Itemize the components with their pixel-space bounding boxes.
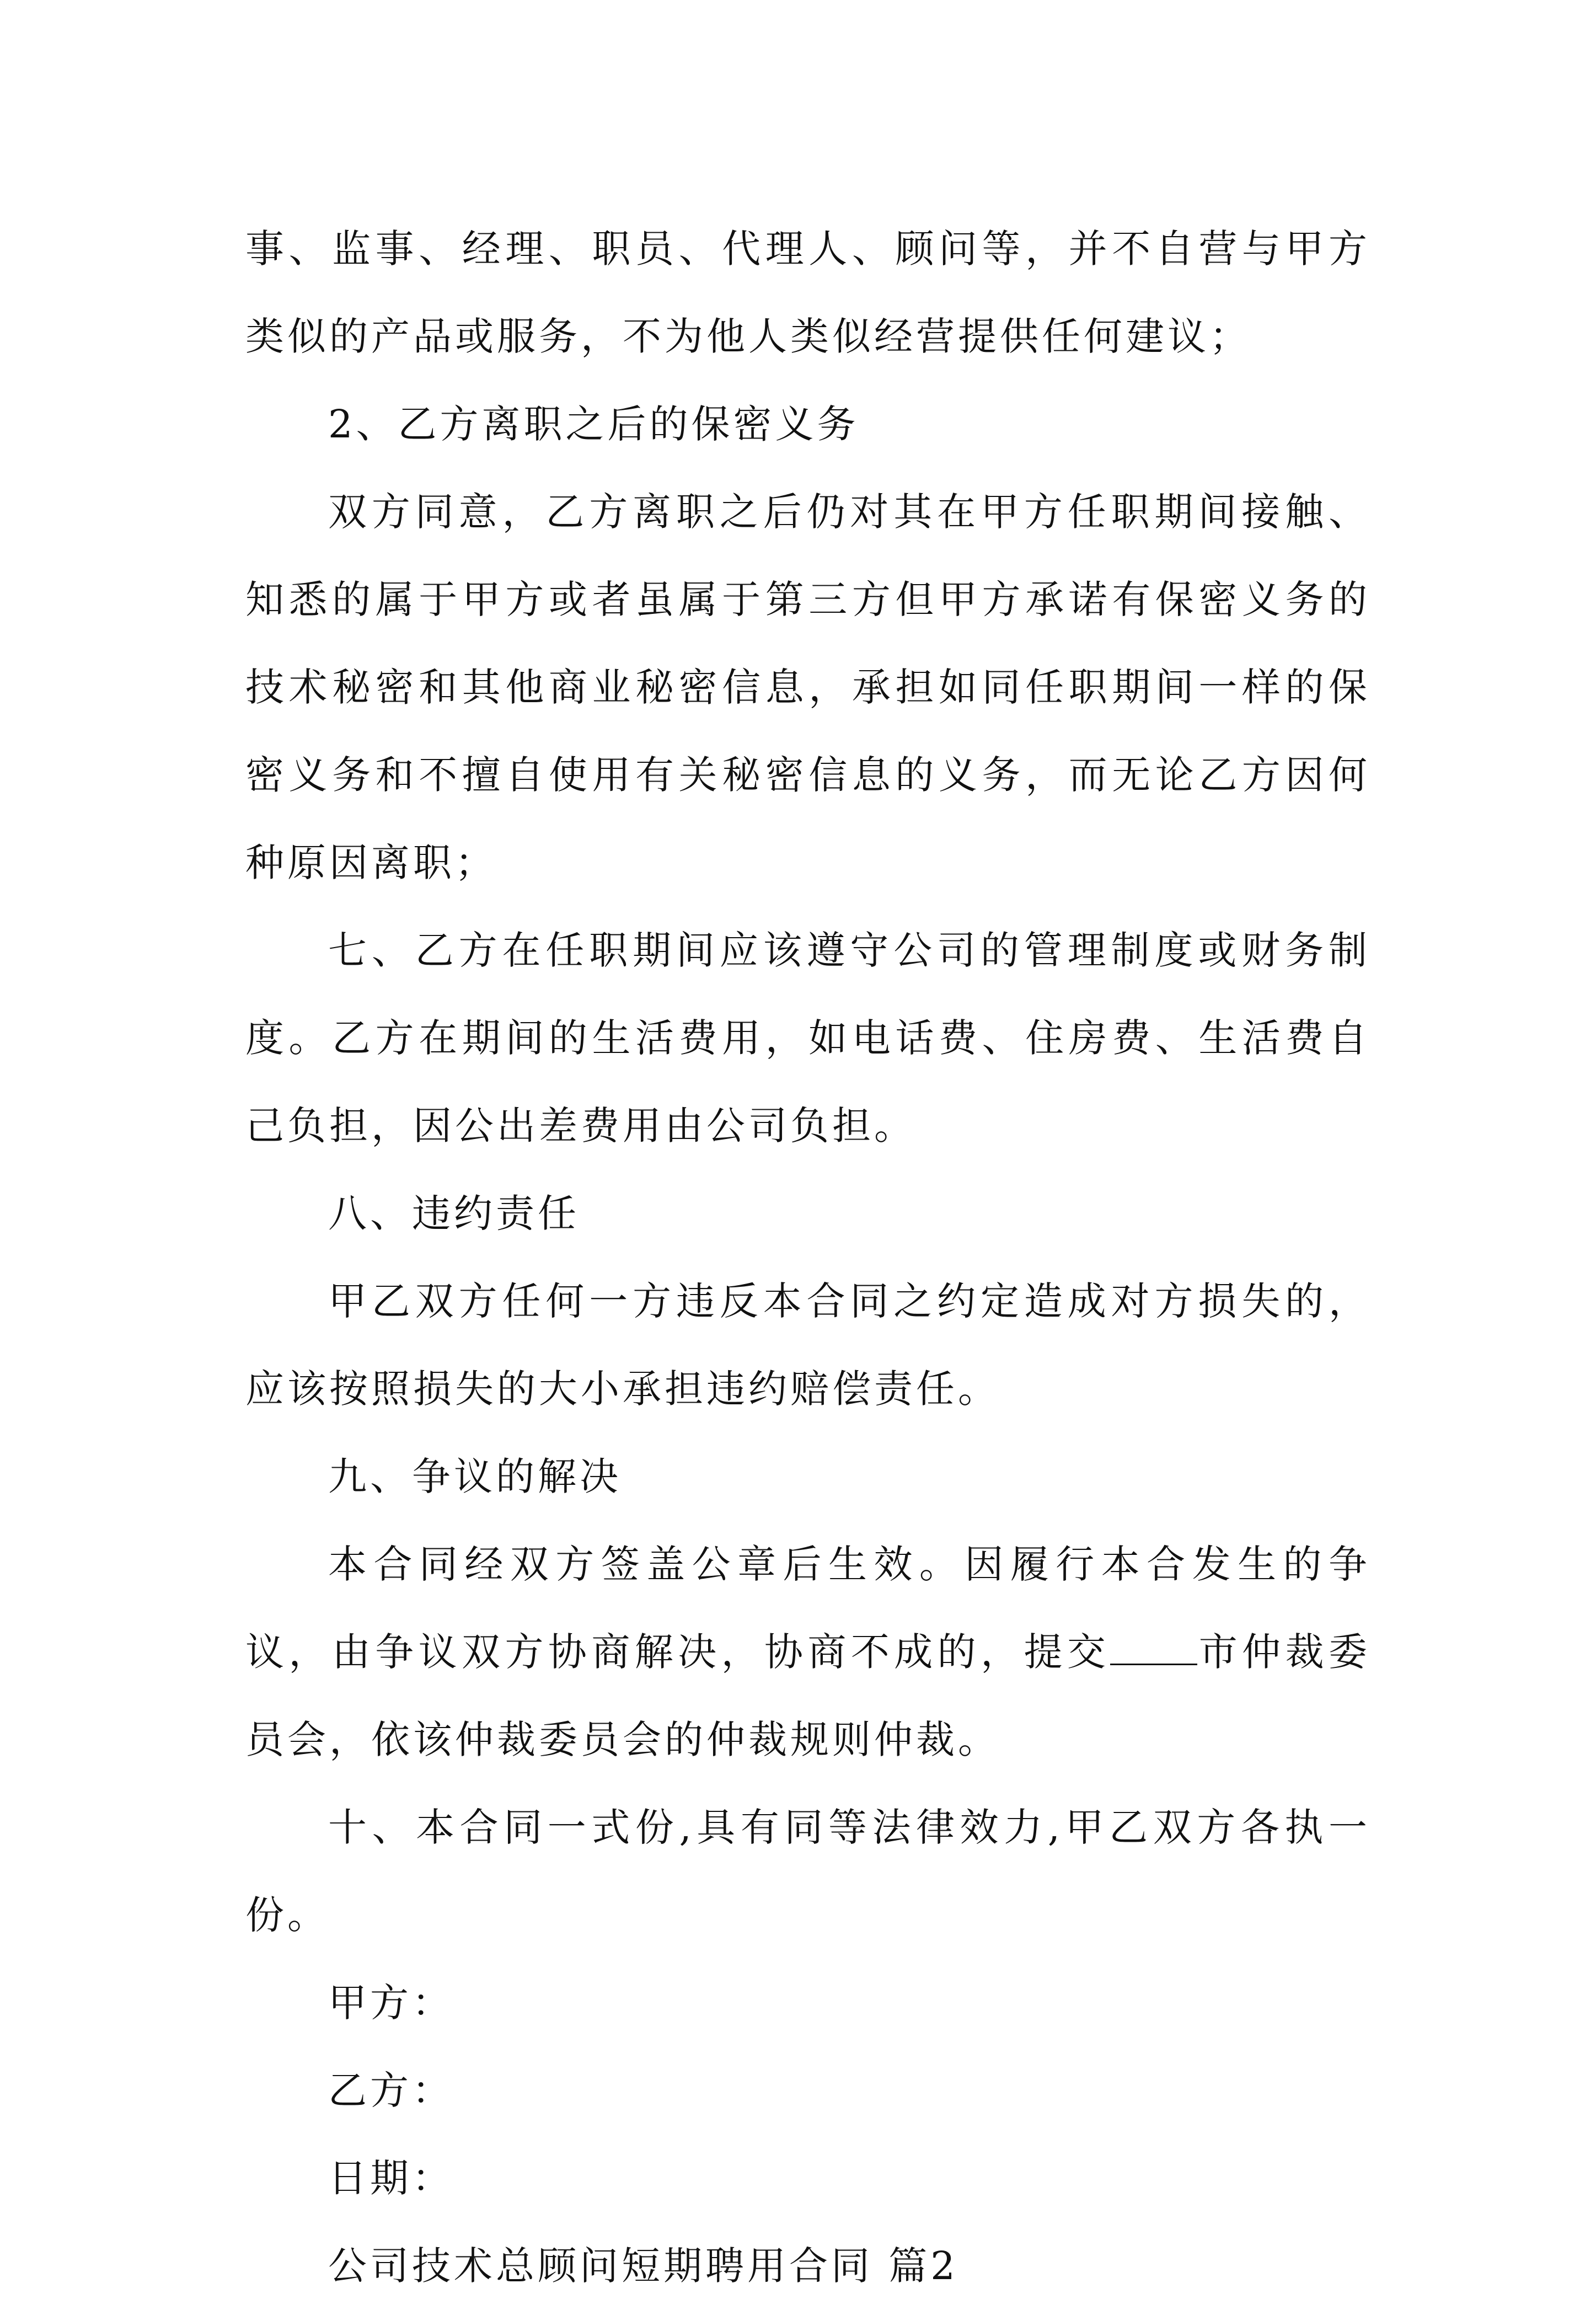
clause-heading-dispute: 九、争议的解决 (328, 1454, 622, 1499)
paragraph-clause-seven: 七、乙方在任职期间应该遵守公司的管理制度或财务制度。乙方在期间的生活费用，如电话费、住房费、生活费自己负担，因公出差费用由公司负担。 (245, 928, 1370, 1148)
signature-date: 日期： (328, 2156, 454, 2201)
dispute-text-after: 市仲裁委员会，依该仲裁委员会的仲裁规则仲裁。 (245, 1629, 1371, 1762)
paragraph-liability: 甲乙双方任何一方违反本合同之约定造成对方损失的，应该按照损失的大小承担违约赔偿责任。 (245, 1279, 1370, 1411)
paragraph-confidentiality: 双方同意，乙方离职之后仍对其在甲方任职期间接触、知悉的属于甲方或者虽属于第三方但甲方承诺有保密义务的技术秘密和其他商业秘密信息，承担如同任职期间一样的保密义务和不擅自使用有关秘密信息的义务，而无论乙方因何种原因离职； (245, 489, 1370, 885)
fill-in-blank (1110, 1635, 1197, 1665)
paragraph-dispute (245, 1521, 1370, 1784)
paragraph-continuation: 事、监事、经理、职员、代理人、顾问等，并不自营与甲方类似的产品或服务，不为他人类似经营提供任何建议； (245, 226, 1370, 359)
clause-heading-liability: 八、违约责任 (328, 1191, 580, 1236)
document-body (245, 205, 1370, 2310)
paragraph-copies: 十、本合同一式份,具有同等法律效力,甲乙双方各执一份。 (245, 1805, 1370, 1938)
dispute-text-before: 本合同经双方签盖公章后生效。因履行本合发生的争议，由争议双方协商解决，协商不成的，提交 (245, 1542, 1370, 1675)
clause-heading-confidentiality: 2、乙方离职之后的保密义务 (328, 402, 859, 447)
signature-party-a: 甲方： (328, 1980, 454, 2025)
next-section-title: 公司技术总顾问短期聘用合同 篇2 (328, 2243, 958, 2288)
signature-party-b: 乙方： (328, 2068, 454, 2113)
